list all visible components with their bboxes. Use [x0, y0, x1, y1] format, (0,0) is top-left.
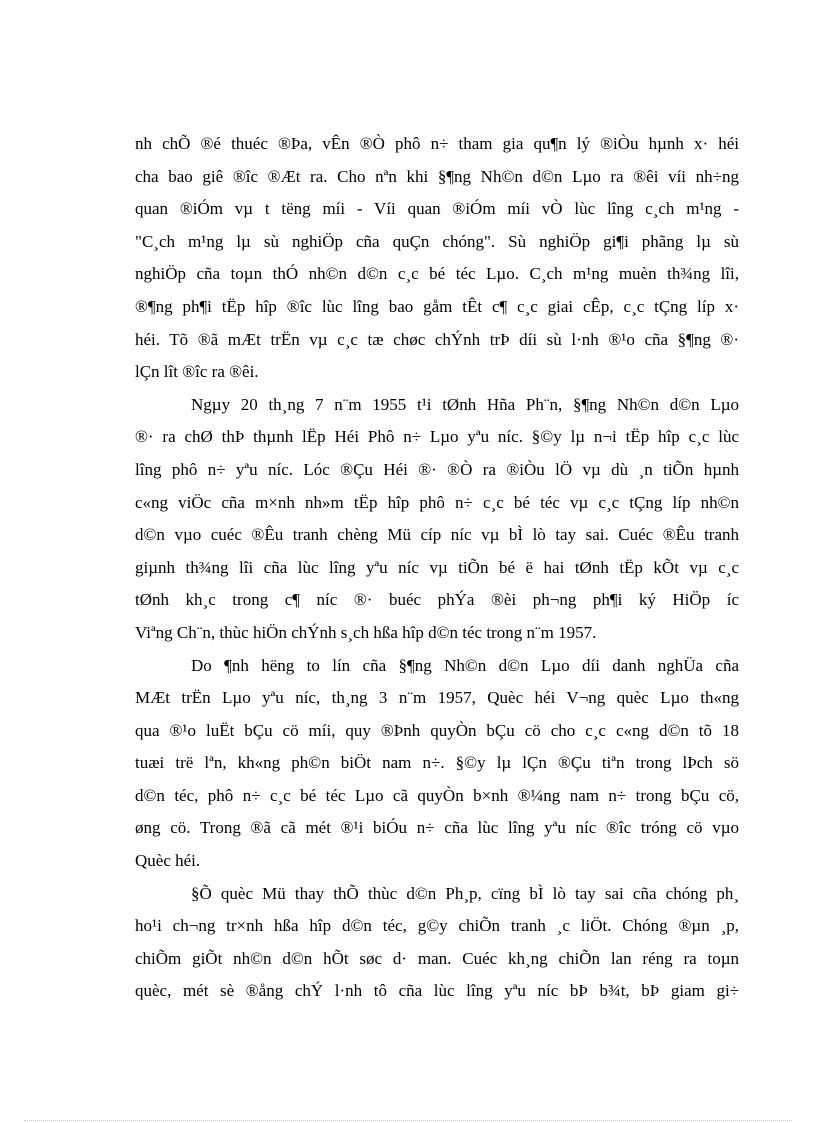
text-line: tuæi trë lªn, kh«ng ph©n biÖt nam n÷. §©y lµ lÇn ®Çu tiªn trong lÞch sö: [135, 753, 739, 773]
text-line: héi. Tõ ®ã mÆt trËn vµ c¸c tæ chøc chÝnh trÞ díi sù l·nh ®¹o cña §¶ng ®·: [135, 329, 739, 349]
text-line: øng cö. Trong ®ã cã mét ®¹i biÓu n÷ cña lùc lîng yªu níc ®îc tróng cö vµo: [135, 818, 739, 838]
page-bottom-divider: [24, 1120, 792, 1121]
text-line: d©n vµo cuéc ®Êu tranh chèng Mü cíp níc vµ bÌ lò tay sai. Cuéc ®Êu tranh: [135, 525, 739, 545]
paragraph-4: [135, 878, 739, 1008]
text-line: ®¶ng ph¶i tËp hîp ®îc lùc lîng bao gåm tÊt c¶ c¸c giai cÊp, c¸c tÇng líp x·: [135, 296, 739, 316]
document-body: [135, 128, 739, 1008]
text-line: lÇn lît ®îc ra ®êi.: [135, 362, 259, 382]
text-line: tØnh kh¸c trong c¶ níc ®· buéc phÝa ®èi ph¬ng ph¶i ký HiÖp íc: [135, 590, 739, 610]
text-line: d©n téc, phô n÷ c¸c bé téc Lµo cã quyÒn b×nh ®¼ng nam n÷ trong bÇu cö,: [135, 785, 739, 805]
text-line: MÆt trËn Lµo yªu níc, th¸ng 3 n¨m 1957, Quèc héi V¬ng quèc Lµo th«ng: [135, 688, 739, 708]
text-line: nghiÖp cña toµn thÓ nh©n d©n c¸c bé téc Lµo. C¸ch m¹ng muèn th¾ng lîi,: [135, 264, 739, 284]
text-line: Viªng Ch¨n, thùc hiÖn chÝnh s¸ch hßa hîp d©n téc trong n¨m 1957.: [135, 622, 597, 642]
text-line: "C¸ch m¹ng lµ sù nghiÖp cña quÇn chóng". Sù nghiÖp gi¶i phãng lµ sù: [135, 231, 739, 251]
text-line: §Õ quèc Mü thay thÕ thùc d©n Ph¸p, cïng bÌ lò tay sai cña chóng ph¸: [191, 883, 739, 903]
text-line: Ngµy 20 th¸ng 7 n¨m 1955 t¹i tØnh Hña Ph¨n, §¶ng Nh©n d©n Lµo: [191, 394, 739, 414]
text-line: c«ng viÖc cña m×nh nh»m tËp hîp phô n÷ c¸c bé téc vµ c¸c tÇng líp nh©n: [135, 492, 739, 512]
text-line: quan ®iÓm vµ t tëng míi - Víi quan ®iÓm míi vÒ lùc lîng c¸ch m¹ng -: [135, 199, 739, 219]
text-line: giµnh th¾ng lîi cña lùc lîng yªu níc vµ tiÕn bé ë hai tØnh tËp kÕt vµ c¸c: [135, 557, 739, 577]
paragraph-3: [135, 650, 739, 878]
text-line: nh chÕ ®é thuéc ®Þa, vÊn ®Ò phô n÷ tham gia qu¶n lý ®iÒu hµnh x· héi: [135, 134, 739, 153]
text-line: cha bao giê ®îc ®Æt ra. Cho nªn khi §¶ng Nh©n d©n Lµo ra ®êi víi nh÷ng: [135, 166, 739, 186]
text-line: ho¹i ch¬ng tr×nh hßa hîp d©n téc, g©y chiÕn tranh ¸c liÖt. Chóng ®µn ¸p,: [135, 916, 739, 936]
text-line: chiÕm giÕt nh©n d©n hÕt søc d· man. Cuéc kh¸ng chiÕn lan réng ra toµn: [135, 948, 739, 968]
text-line: Do ¶nh hëng to lín cña §¶ng Nh©n d©n Lµo díi danh nghÜa cña: [191, 655, 739, 675]
text-line: lîng phô n÷ yªu níc. Lóc ®Çu Héi ®· ®Ò ra ®iÒu lÖ vµ dù ¸n tiÕn hµnh: [135, 459, 739, 479]
text-line: quèc, mét sè ®ång chÝ l·nh tô cña lùc lîng yªu níc bÞ b¾t, bÞ giam gi÷: [135, 981, 739, 1001]
text-line: qua ®¹o luËt bÇu cö míi, quy ®Þnh quyÒn bÇu cö cho c¸c c«ng d©n tõ 18: [135, 720, 739, 740]
text-line: Quèc héi.: [135, 851, 201, 871]
paragraph-1: [135, 128, 739, 389]
paragraph-2: [135, 389, 739, 650]
text-line: ®· ra chØ thÞ thµnh lËp Héi Phô n÷ Lµo yªu níc. §©y lµ n¬i tËp hîp c¸c lùc: [135, 427, 739, 447]
